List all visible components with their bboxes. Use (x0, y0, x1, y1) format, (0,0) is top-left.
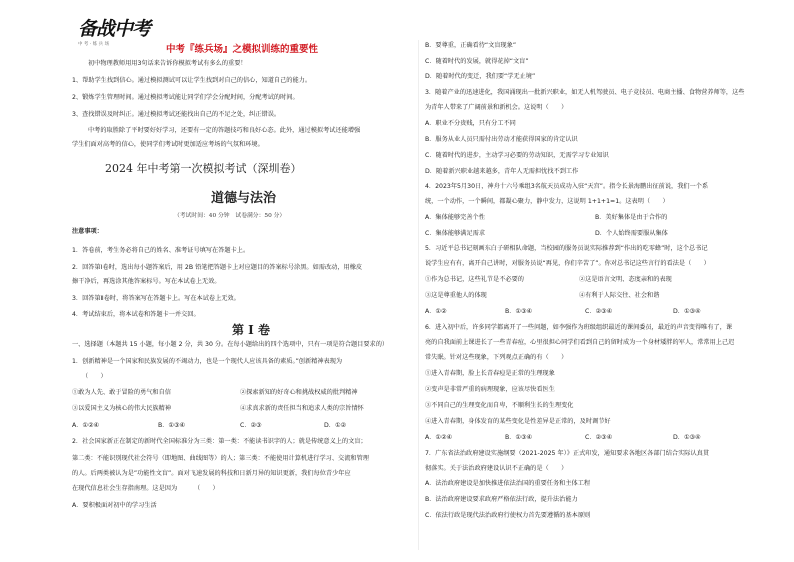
q2-line: 第二类：不能识别现代社会符号（即地图、曲线图等）的人；第三类：不能使用计算机进行学习、交流和管理 (72, 455, 369, 462)
q6-option-b: B．①③④ (505, 434, 533, 441)
q6-choice: ③不同自己的生理变化而自卑，不顺利生长的生理变化 (425, 402, 574, 409)
q1-option-b: B．①③④ (158, 422, 186, 429)
q4-option-b: B．美好集体是由于合作的 (595, 214, 668, 221)
q1-choice: ③以爱国主义为核心的伟大民族精神 (72, 405, 171, 412)
right-column (425, 0, 770, 562)
q2-option-c: C．随着时代的发展，就得花掉“文盲” (425, 58, 529, 65)
exam-title: 2024 年中考第一次模拟考试（深圳卷） (105, 162, 302, 175)
q4-stem: 统，一个动作，一个瞬间，都凝心聚力，静中发力，这说明 1+1+1=1。这表明（ ） (425, 198, 669, 205)
q1-option-d: D．①② (324, 422, 347, 429)
q3-choice: C．随着时代的进步，主动学习必要的劳动知识，无需学习专业知识 (425, 152, 609, 159)
q7-stem: 彻落实。关于法治政府建设认识不正确的是（ ） (425, 465, 568, 472)
q2-option-b: B．要尊重，正确看待“文盲现象” (425, 42, 517, 49)
q3-stem: 3．随着产业的迅速进化，我国涌现出一批新兴职业，如无人机驾驶员、电子竞技员、电商主播、食物营养师等，这些 (425, 89, 745, 96)
exam-meta: （考试时间：40 分钟 试卷满分：50 分） (174, 213, 286, 219)
note-line: 4．考试结束后，将本试卷和答题卡一并交回。 (72, 311, 200, 318)
q2-option-a: A．要积极面对初中的学习生活 (72, 502, 157, 509)
q5-choice: ④有利于人际交往、社会和谐 (579, 292, 660, 299)
q6-line: 常失眠。针对这些现象，下列观点正确的有（ ） (425, 354, 568, 361)
intro-point: 2、锻炼学生管理时间。通过模拟考试能让同学们学会分配时间，分配考试的时间。 (72, 94, 299, 101)
banner-title: 中考『练兵场』之模拟训练的重要性 (166, 44, 319, 55)
q5-choice: ②这是语言文明、态度亲和的表现 (579, 276, 672, 283)
intro-closing: 学生们面对高考的信心，使同学们考试时更加适应考场的气氛和环境。 (72, 141, 264, 148)
q6-choice: ①进入青春期，脸上长青春痘是正常的生理现象 (425, 370, 555, 377)
q1-option-c: C．②③ (240, 422, 262, 429)
note-line: 3．回答第Ⅱ卷时，将答案写在答题卡上。写在本试卷上无效。 (72, 295, 240, 302)
q3-stem: 为青年人带来了广阔前景和新机会。这说明（ ） (425, 104, 568, 111)
q5-option-a: A．①② (425, 308, 447, 315)
q1-choice: ②探索新知的好奇心和挑战权威的批判精神 (240, 389, 358, 396)
logo-subtitle: 中 考 · 练 兵 场 (78, 42, 110, 47)
q6-line: 亮的自我面前上课进长了一些青春痘，心里很担心同学们看到自己的留时成为一个身材矮胖的军人，常常用上己迟 (425, 339, 735, 346)
q1-choice: ①敢为人先、敢于冒险的勇气和自信 (72, 389, 171, 396)
note-line: 2．回答第Ⅰ卷时，选出每小题答案后，用 2B 铅笔把答题卡上对应题目的答案标号涂黑。如需改动，用橡皮 (72, 264, 363, 271)
intro-point: 1、帮助学生找到信心。通过模拟测试可以让学生找到对自己的信心，知道自己的能力。 (72, 77, 312, 84)
answer-blank: （ ） (194, 485, 219, 492)
answer-blank: （ ） (82, 373, 107, 380)
q6-choice: ②变声是非常严重的病理现象，应该尽快看医生 (425, 386, 555, 393)
note-line: 1．答卷前，考生务必将自己的姓名、准考证号填写在答题卡上。 (72, 247, 250, 254)
q6-option-a: A．①②④ (425, 434, 453, 441)
q1-choice: ④求真求新的责任担当和追求人类的宗旨情怀 (240, 405, 364, 412)
intro-point: 3、查找错误及时纠正。通过模拟考试还能找出自己的不足之处，纠正错误。 (72, 111, 281, 118)
left-column (72, 0, 412, 562)
q4-option-a: A．集体能够完善个性 (425, 214, 485, 221)
intro-lead: 初中物理教师用用3句话来告诉你模拟考试有多么的重要！ (88, 60, 247, 67)
question-stem: 1．创新精神是一个国家和民族发展的不竭动力，也是一个现代人应该具备的素质。”创新精神表现为 (72, 358, 343, 365)
q5-option-d: D．①③④ (673, 308, 701, 315)
q5-option-c: C．②③④ (585, 308, 613, 315)
q6-line: 6．进入初中后，许多同学都离开了一些问题，如李强作为班级组织最近的课间委员，最近的声音变得唯有了，课 (425, 324, 733, 331)
intro-closing: 中考的取胜除了平时要好好学习，还要有一定的答题技巧和良好心态。此外，通过模拟考试还能增强 (88, 127, 361, 134)
q6-option-c: C．②③④ (585, 434, 613, 441)
logo-text: 备战中考 (78, 18, 151, 40)
q6-choice: ④进入青春期，身体发育的某些变化是性差异是正常的，及时调节好 (425, 418, 611, 425)
q5-option-b: B．①③④ (505, 308, 533, 315)
q4-option-c: C．集体能够满足需求 (425, 230, 486, 237)
note-line: 擦干净后，再选涂其他答案标号。写在本试卷上无效。 (72, 278, 221, 285)
section-intro: 一、选择题（本题共 15 小题，每小题 2 分，共 30 分。在每小题给出的四个选项中，只有一项是符合题目要求的） (72, 341, 389, 348)
notes-title: 注意事项： (72, 228, 103, 235)
q2-option-d: D．随着时代的变迁，我们要“学无止境” (425, 73, 536, 80)
q5-choice: ①作为总书记，这些礼节是不必要的 (425, 276, 524, 283)
q4-option-d: D．个人始终需要服从集体 (595, 230, 668, 237)
q3-choice: B．服务从业人员只需付出劳动才能获得国家的肯定认识 (425, 136, 578, 143)
q3-choice: D．随着新兴职业越来越多，青年人无需担忧找不到工作 (425, 168, 579, 175)
q7-stem: 7．广东省法治政府建设实施纲要（2021-2025 年）》正式印发，通知要求各地区各部门结合实际认真贯 (425, 450, 710, 457)
q2-line: 在现代信息社会生存指南理。这是因为 (72, 485, 178, 492)
q7-choice: C．依法行政是现代法治政府行使权力首先要遵循的基本原则 (425, 512, 591, 519)
q7-choice: B．法治政府建设要求政府严格依法行政，提升法治能力 (425, 496, 578, 503)
q5-choice: ③这是尊重他人的体现 (425, 292, 487, 299)
column-divider (418, 40, 419, 550)
subject-title: 道德与法治 (211, 191, 277, 206)
q7-choice: A．法治政府建设是加快推进依法治国的重要任务和主体工程 (425, 480, 591, 487)
q5-stem: 5．习近平总书记刻画东白子研相队命题，当校园的服务员说实际推荐到“作出的吃零蜂”时，这个总书记 (425, 245, 708, 252)
q3-choice: A．职业不分贵贱，只有分工不同 (425, 120, 516, 127)
q2-line: 2．社会国家新正在制定的新时代全国标准分为三类：第一类：不能读书识字的人；就是传统意义上的文盲； (72, 438, 367, 445)
q1-option-a: A．①②④ (72, 422, 100, 429)
part-title: 第 I 卷 (232, 323, 270, 337)
q6-option-d: D．①③④ (673, 434, 701, 441)
q4-stem: 4．2023年5月30日，神舟十六号乘组3名航天员成功入驻“天宫”。指令长景海鹏出征前说，我们一个系 (425, 183, 709, 190)
q2-line: 的人。后两类被认为是”功能性文盲”。面对飞速发展的科技和日新月异的知识更新，我们每位青少年应 (72, 470, 351, 477)
q5-stem: 说学生应有有，离开自己讲时，对服务员说“再见，你们辛苦了”。你对总书记这些言行的看法是（ ） (425, 260, 710, 267)
